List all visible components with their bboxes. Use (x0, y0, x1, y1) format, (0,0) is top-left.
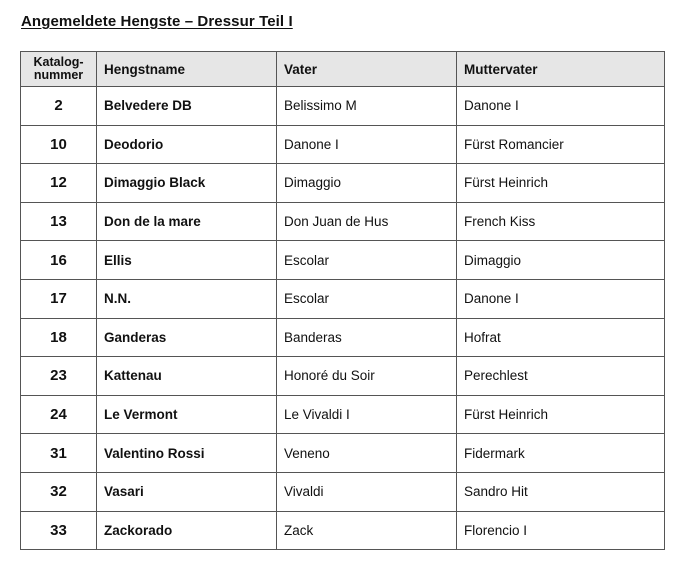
table-row (21, 357, 665, 396)
sire-cell: Dimaggio (277, 164, 457, 203)
sire-cell: Vivaldi (277, 472, 457, 511)
dam-sire-cell: Florencio I (457, 511, 665, 550)
stallion-name-cell: Don de la mare (97, 202, 277, 241)
catalog-number-cell: 33 (21, 511, 97, 550)
stallion-table (20, 51, 665, 550)
table-row (21, 125, 665, 164)
dam-sire-cell: Sandro Hit (457, 472, 665, 511)
dam-sire-cell: Dimaggio (457, 241, 665, 280)
stallion-name-cell: Le Vermont (97, 395, 277, 434)
table-row (21, 434, 665, 473)
catalog-number-cell: 32 (21, 472, 97, 511)
catalog-number-cell: 10 (21, 125, 97, 164)
table-row (21, 279, 665, 318)
dam-sire-cell: Fürst Heinrich (457, 164, 665, 203)
header-katalognummer-line1: Katalog- (33, 55, 84, 69)
sire-cell: Le Vivaldi I (277, 395, 457, 434)
header-hengstname: Hengstname (97, 52, 277, 87)
sire-cell: Escolar (277, 279, 457, 318)
catalog-number-cell: 18 (21, 318, 97, 357)
header-vater: Vater (277, 52, 457, 87)
stallion-name-cell: N.N. (97, 279, 277, 318)
stallion-name-cell: Valentino Rossi (97, 434, 277, 473)
dam-sire-cell: Danone I (457, 279, 665, 318)
catalog-number-cell: 12 (21, 164, 97, 203)
table-row (21, 511, 665, 550)
sire-cell: Honoré du Soir (277, 357, 457, 396)
sire-cell: Veneno (277, 434, 457, 473)
page-title: Angemeldete Hengste – Dressur Teil I (21, 13, 293, 30)
stallion-name-cell: Ellis (97, 241, 277, 280)
dam-sire-cell: Fürst Heinrich (457, 395, 665, 434)
header-katalognummer (21, 52, 97, 87)
sire-cell: Don Juan de Hus (277, 202, 457, 241)
dam-sire-cell: Fidermark (457, 434, 665, 473)
sire-cell: Escolar (277, 241, 457, 280)
table-row (21, 318, 665, 357)
stallion-name-cell: Deodorio (97, 125, 277, 164)
dam-sire-cell: Danone I (457, 87, 665, 126)
sire-cell: Banderas (277, 318, 457, 357)
table-row (21, 164, 665, 203)
dam-sire-cell: Fürst Romancier (457, 125, 665, 164)
stallion-name-cell: Kattenau (97, 357, 277, 396)
sire-cell: Zack (277, 511, 457, 550)
catalog-number-cell: 23 (21, 357, 97, 396)
dam-sire-cell: Hofrat (457, 318, 665, 357)
stallion-name-cell: Zackorado (97, 511, 277, 550)
catalog-number-cell: 17 (21, 279, 97, 318)
stallion-name-cell: Dimaggio Black (97, 164, 277, 203)
sire-cell: Belissimo M (277, 87, 457, 126)
stallion-name-cell: Belvedere DB (97, 87, 277, 126)
table-row (21, 87, 665, 126)
stallion-name-cell: Ganderas (97, 318, 277, 357)
header-katalognummer-line2: nummer (33, 68, 84, 82)
catalog-number-cell: 16 (21, 241, 97, 280)
dam-sire-cell: French Kiss (457, 202, 665, 241)
header-muttervater: Muttervater (457, 52, 665, 87)
catalog-number-cell: 13 (21, 202, 97, 241)
table-row (21, 395, 665, 434)
sire-cell: Danone I (277, 125, 457, 164)
table-header-row (21, 52, 665, 87)
dam-sire-cell: Perechlest (457, 357, 665, 396)
table-row (21, 472, 665, 511)
catalog-number-cell: 24 (21, 395, 97, 434)
catalog-number-cell: 2 (21, 87, 97, 126)
table-row (21, 202, 665, 241)
catalog-number-cell: 31 (21, 434, 97, 473)
stallion-name-cell: Vasari (97, 472, 277, 511)
table-row (21, 241, 665, 280)
